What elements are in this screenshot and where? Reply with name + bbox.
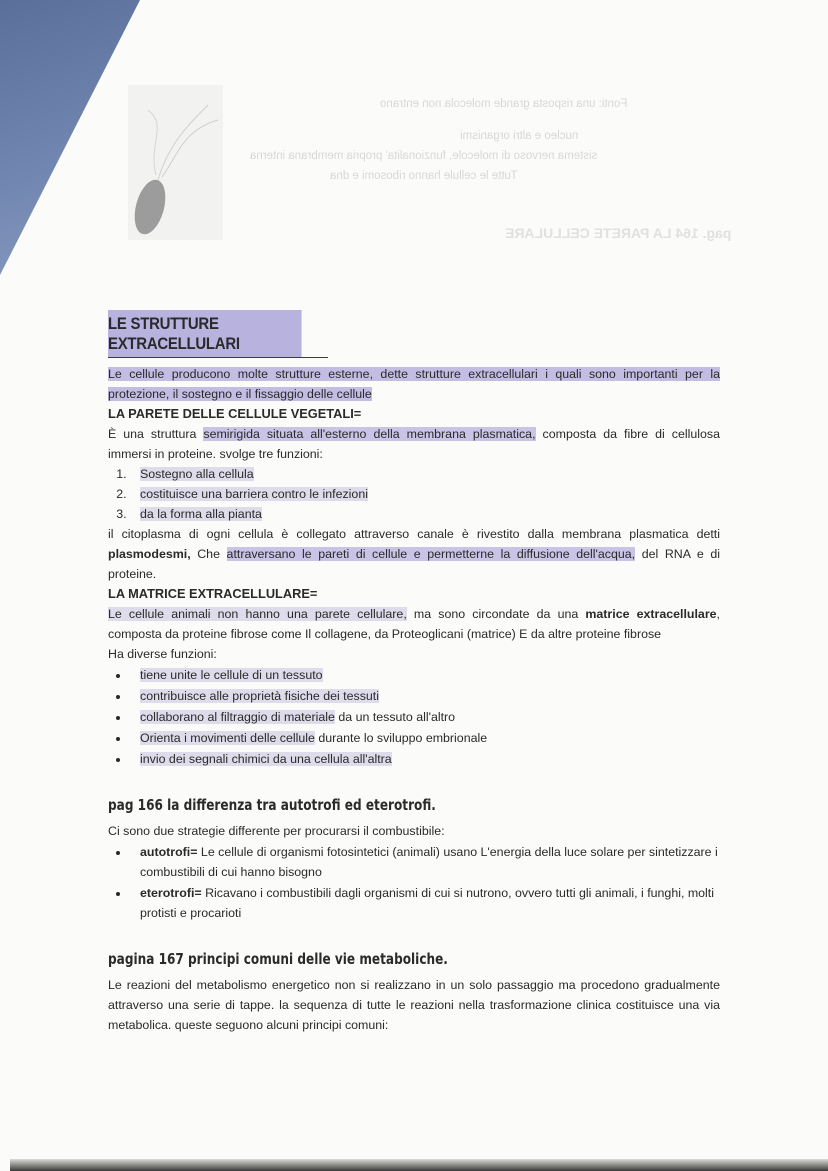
bleed-through-line: Tutte le cellule hanno ribosomi e dna [330, 170, 518, 182]
list-item: • autotrofi= Le cellule di organismi fotosintetici (animali) usano L'energia della luce solare per sintetizzare i combustibili di cui hanno bisogno [130, 842, 720, 882]
list-item: 1. Sostegno alla cellula [130, 464, 720, 484]
autotrophs-heading: pag 166 la differenza tra autotrofi ed eterotrofi. [108, 796, 436, 814]
title-underline [108, 310, 328, 358]
list-item: • collaborano al filtraggio di materiale da un tessuto all'altro [130, 707, 720, 727]
plant-wall-functions [130, 464, 720, 524]
list-item: • Orienta i movimenti delle cellule durante lo sviluppo embrionale [130, 728, 720, 748]
page-title: LE STRUTTURE EXTRACELLULARI [108, 310, 302, 357]
plasmodesmi-paragraph: il citoplasma di ogni cellula è collegato attraverso canale è rivestito dalla membrana plasmatica detti plasmodesmi, Che attraversano le pareti di cellule e permetterne la diffusione dell'acqua, del RNA e di proteine. [108, 527, 720, 581]
autotrophs-intro: Ci sono due strategie differente per procurarsi il combustibile: [108, 824, 445, 838]
page-content [108, 310, 720, 1035]
list-item: • contribuisce alle proprietà fisiche dei tessuti [130, 686, 720, 706]
page-bottom-edge [10, 1159, 828, 1171]
bleed-through-heading: pag. 164 LA PARETE CELLULARE [505, 225, 732, 241]
bleed-through-line: Fonti: una risposta grande molecola non entrano [380, 98, 628, 110]
metabolic-heading: pagina 167 principi comuni delle vie metaboliche. [108, 950, 448, 968]
ecm-heading: LA MATRICE EXTRACELLULARE= [108, 586, 318, 601]
list-item: 3. da la forma alla pianta [130, 504, 720, 524]
list-item: 2. costituisce una barriera contro le infezioni [130, 484, 720, 504]
ecm-functions [130, 665, 720, 769]
plant-wall-paragraph: È una struttura semirigida situata all'esterno della membrana plasmatica, composta da fibre di cellulosa immersi in proteine. svolge tre funzioni: [108, 427, 720, 461]
plant-wall-heading: LA PARETE DELLE CELLULE VEGETALI= [108, 406, 362, 421]
intro-text: Le cellule producono molte strutture esterne, dette strutture extracellulari i quali sono importanti per la protezione, il sostegno e il fissaggio delle cellule [108, 367, 720, 401]
list-item: • invio dei segnali chimici da una cellula all'altra [130, 749, 720, 769]
ecm-functions-intro: Ha diverse funzioni: [108, 647, 217, 661]
metabolic-paragraph: Le reazioni del metabolismo energetico non si realizzano in un solo passaggio ma procedono gradualmente attraverso una serie di tappe. la sequenza di tutte le reazioni nella trasformazione clinica costituisce una via metabolica. queste seguono alcuni principi comuni: [108, 978, 720, 1032]
autotrophs-list [130, 842, 720, 923]
bleed-through-line: nucleo e altri organismi [460, 130, 579, 142]
bleed-through-bacterium-image [128, 85, 223, 240]
ecm-paragraph: Le cellule animali non hanno una parete cellulare, ma sono circondate da una matrice extracellulare, composta da proteine fibrose come Il collagene, da Proteoglicani (matrice) E da altre proteine fibrose [108, 607, 720, 641]
bleed-through-line: sistema nervoso di molecole, funzionalita' propria membrana interna [250, 150, 598, 162]
list-item: • eterotrofi= Ricavano i combustibili dagli organismi di cui si nutrono, ovvero tutti gli animali, i funghi, molti protisti e procarioti [130, 883, 720, 923]
list-item: • tiene unite le cellule di un tessuto [130, 665, 720, 685]
